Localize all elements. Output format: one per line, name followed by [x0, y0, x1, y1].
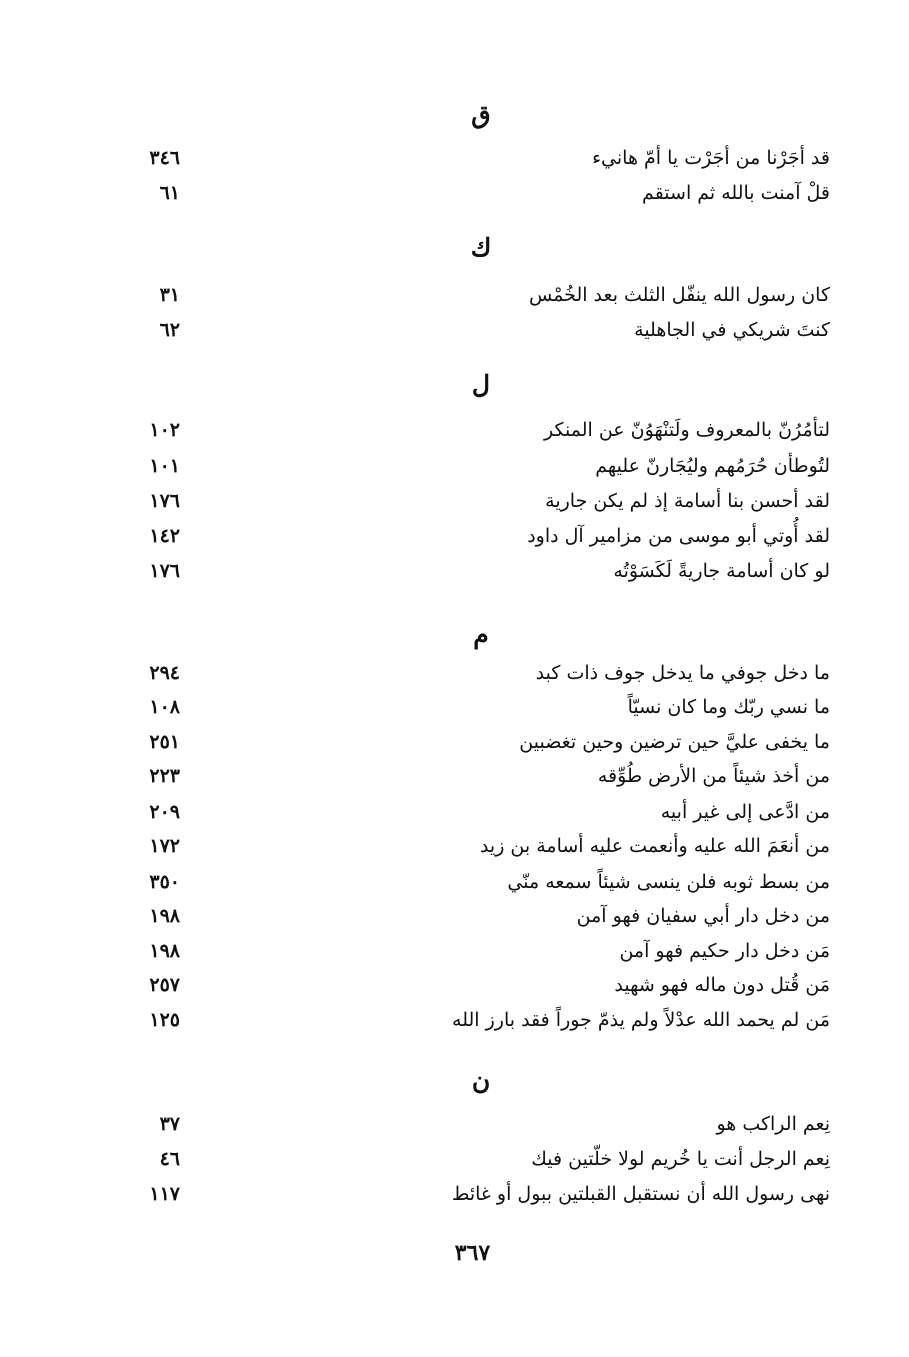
entry-text: مَن قُتل دون ماله فهو شهيد [614, 974, 830, 996]
entry-page-number: ١٠١ [149, 455, 180, 477]
entry-page-number: ١٩٨ [149, 940, 180, 962]
section-letter-qaf: ق [471, 100, 491, 129]
entry-text: مَن لم يحمد الله عدْلاً ولم يذمّ جوراً فقد بارز الله [452, 1009, 830, 1031]
index-entry [120, 866, 830, 898]
entry-text: من ادَّعى إلى غير أبيه [660, 801, 830, 823]
entry-page-number: ٢٥١ [149, 731, 180, 753]
entry-page-number: ٢٩٤ [149, 662, 180, 684]
entry-text: من أخذ شيئاً من الأرض طُوِّقه [597, 765, 830, 787]
entry-page-number: ١٩٨ [149, 905, 180, 927]
index-entry [120, 142, 830, 174]
index-entry [120, 796, 830, 828]
entry-page-number: ١٠٢ [149, 419, 180, 441]
index-entry [120, 314, 830, 346]
entry-page-number: ١١٧ [149, 1183, 180, 1205]
index-entry [120, 691, 830, 723]
section-letter-kaf: ك [470, 233, 492, 262]
entry-page-number: ١٢٥ [149, 1009, 180, 1031]
index-entry [120, 760, 830, 792]
index-entry [120, 726, 830, 758]
entry-text: ما يخفى عليَّ حين ترضين وحين تغضبين [519, 731, 830, 753]
entry-page-number: ١٤٢ [149, 525, 180, 547]
entry-text: مَن دخل دار حكيم فهو آمن [619, 940, 830, 962]
entry-page-number: ٦١ [159, 182, 180, 204]
section-letter-mim: م [473, 620, 489, 649]
entry-page-number: ٣٤٦ [149, 147, 180, 169]
entry-text: ما نسي ربّك وما كان نسيّاً [627, 696, 830, 718]
entry-text: لتأمُرُنّ بالمعروف ولَتنْهَوُنّ عن المنكر [544, 419, 830, 441]
entry-text: من بسط ثوبه فلن ينسى شيئاً سمعه منّي [507, 871, 830, 893]
entry-text: من دخل دار أبي سفيان فهو آمن [576, 905, 830, 927]
entry-page-number: ١٠٨ [149, 696, 180, 718]
entry-page-number: ٦٢ [159, 319, 180, 341]
entry-page-number: ٢٠٩ [149, 801, 180, 823]
entry-text: قد أجَرْنا من أجَرْت يا أمّ هانيء [592, 147, 830, 169]
index-entry [120, 830, 830, 862]
entry-text: كنتَ شريكي في الجاهلية [634, 319, 830, 341]
index-entry [120, 520, 830, 552]
entry-text: قلْ آمنت بالله ثم استقم [642, 182, 830, 204]
entry-page-number: ٢٥٧ [149, 974, 180, 996]
entry-page-number: ٢٢٣ [149, 765, 180, 787]
entry-text: لتُوطأن حُرَمُهم وليُجَارنّ عليهم [595, 455, 830, 477]
index-entry [120, 1108, 830, 1140]
index-entry [120, 1143, 830, 1175]
entry-page-number: ٤٦ [159, 1148, 180, 1170]
page-number: ٣٦٧ [454, 1240, 491, 1266]
index-entry [120, 555, 830, 587]
index-entry [120, 1004, 830, 1036]
entry-page-number: ١٧٦ [149, 560, 180, 582]
entry-page-number: ٣٥٠ [149, 871, 180, 893]
entry-text: نِعم الراكب هو [716, 1113, 830, 1135]
entry-text: من أنعَمَ الله عليه وأنعمت عليه أسامة بن زيد [479, 835, 830, 857]
entry-page-number: ١٧٦ [149, 490, 180, 512]
index-entry [120, 485, 830, 517]
entry-text: نِعم الرجل أنت يا خُريم لولا خلّتين فيك [531, 1148, 830, 1170]
entry-text: لقد أحسن بنا أسامة إذ لم يكن جارية [545, 490, 830, 512]
entry-text: لو كان أسامة جاريةً لَكَسَوْتُه [613, 560, 830, 582]
entry-page-number: ٣٧ [159, 1113, 180, 1135]
index-entry [120, 414, 830, 446]
entry-page-number: ٣١ [159, 284, 180, 306]
index-entry [120, 969, 830, 1001]
index-entry [120, 657, 830, 689]
entry-text: لقد أُوتي أبو موسى من مزامير آل داود [527, 525, 830, 547]
index-entry [120, 1178, 830, 1210]
index-entry [120, 177, 830, 209]
index-entry [120, 279, 830, 311]
index-entry [120, 935, 830, 967]
index-entry [120, 900, 830, 932]
entry-text: ما دخل جوفي ما يدخل جوف ذات كبد [535, 662, 830, 684]
entry-page-number: ١٧٢ [149, 835, 180, 857]
entry-text: كان رسول الله ينفّل الثلث بعد الخُمْس [528, 284, 830, 306]
section-letter-lam: ل [471, 370, 491, 399]
index-entry [120, 450, 830, 482]
entry-text: نهى رسول الله أن نستقبل القبلتين ببول أو غائط [451, 1183, 830, 1205]
section-letter-nun: ن [471, 1066, 491, 1095]
